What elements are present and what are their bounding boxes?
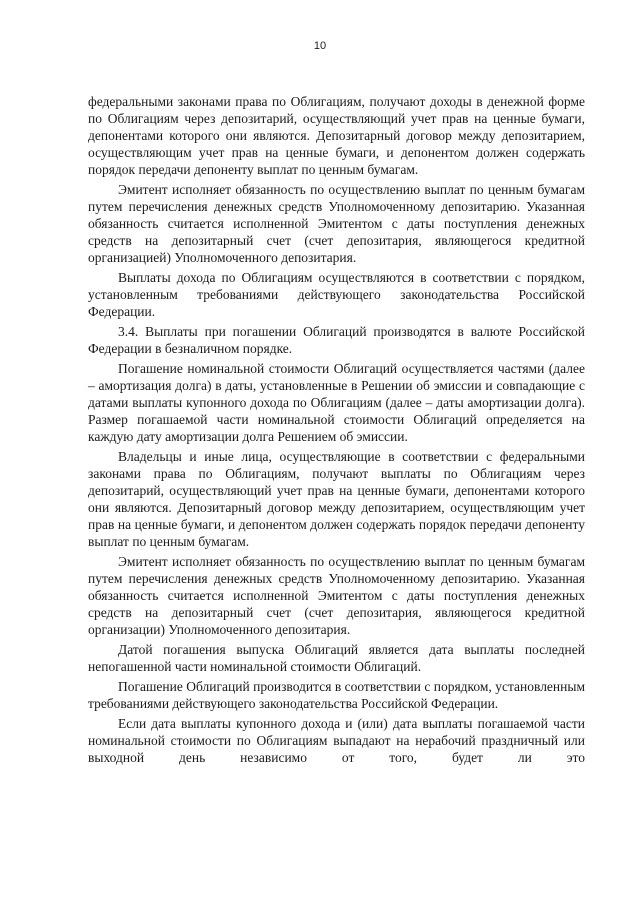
paragraph-4: 3.4. Выплаты при погашении Облигаций производятся в валюте Российской Федерации в безналичном порядке. — [88, 324, 585, 356]
paragraph-5: Погашение номинальной стоимости Облигаций осуществляется частями (далее – амортизация долга) в даты, установленные в Решении об эмиссии и совпадающие с датами выплаты купонного дохода по Облигациям (далее – даты амортизации долга). Размер погашаемой части номинальной стоимости Облигаций определяется на каждую дату амортизации долга Решением об эмиссии. — [88, 361, 585, 444]
paragraph-10: Если дата выплаты купонного дохода и (или) дата выплаты погашаемой части номинальной стоимости по Облигациям выпадают на нерабочий праздничный или выходной день независимо от того, будет ли это — [88, 716, 585, 765]
page-number: 10 — [313, 40, 327, 52]
document-body — [88, 93, 585, 769]
paragraph-2: Эмитент исполняет обязанность по осуществлению выплат по ценным бумагам путем перечисления денежных средств Уполномоченному депозитарию. Указанная обязанность считается исполненной Эмитентом с даты поступления денежных средств на депозитарный счет (счет депозитария, являющегося кредитной организацией) Уполномоченного депозитария. — [88, 182, 585, 265]
paragraph-3: Выплаты дохода по Облигациям осуществляются в соответствии с порядком, установленным требованиями действующего законодательства Российской Федерации. — [88, 270, 585, 319]
paragraph-7: Эмитент исполняет обязанность по осуществлению выплат по ценным бумагам путем перечисления денежных средств Уполномоченному депозитарию. Указанная обязанность считается исполненной Эмитентом с даты поступления денежных средств на депозитарный счет (счет депозитария, являющегося кредитной организации) Уполномоченного депозитария. — [88, 554, 585, 637]
paragraph-6: Владельцы и иные лица, осуществляющие в соответствии с федеральными законами права по Облигациям, получают выплаты по Облигациям через депозитарий, осуществляющий учет прав на ценные бумаги, депонентами которого они являются. Депозитарный договор между депозитарием, осуществляющим учет прав на ценные бумаги, и депонентом должен содержать порядок передачи депоненту выплат по ценным бумагам. — [88, 449, 585, 549]
paragraph-1: федеральными законами права по Облигациям, получают доходы в денежной форме по Облигациям через депозитарий, осуществляющий учет прав на ценные бумаги, депонентами которого они являются. Депозитарный договор между депозитарием, осуществляющим учет прав на ценные бумаги, и депонентом должен содержать порядок передачи депоненту выплат по ценным бумагам. — [88, 94, 585, 177]
paragraph-8: Датой погашения выпуска Облигаций является дата выплаты последней непогашенной части номинальной стоимости Облигаций. — [88, 642, 585, 674]
paragraph-9: Погашение Облигаций производится в соответствии с порядком, установленным требованиями действующего законодательства Российской Федерации. — [88, 679, 585, 711]
